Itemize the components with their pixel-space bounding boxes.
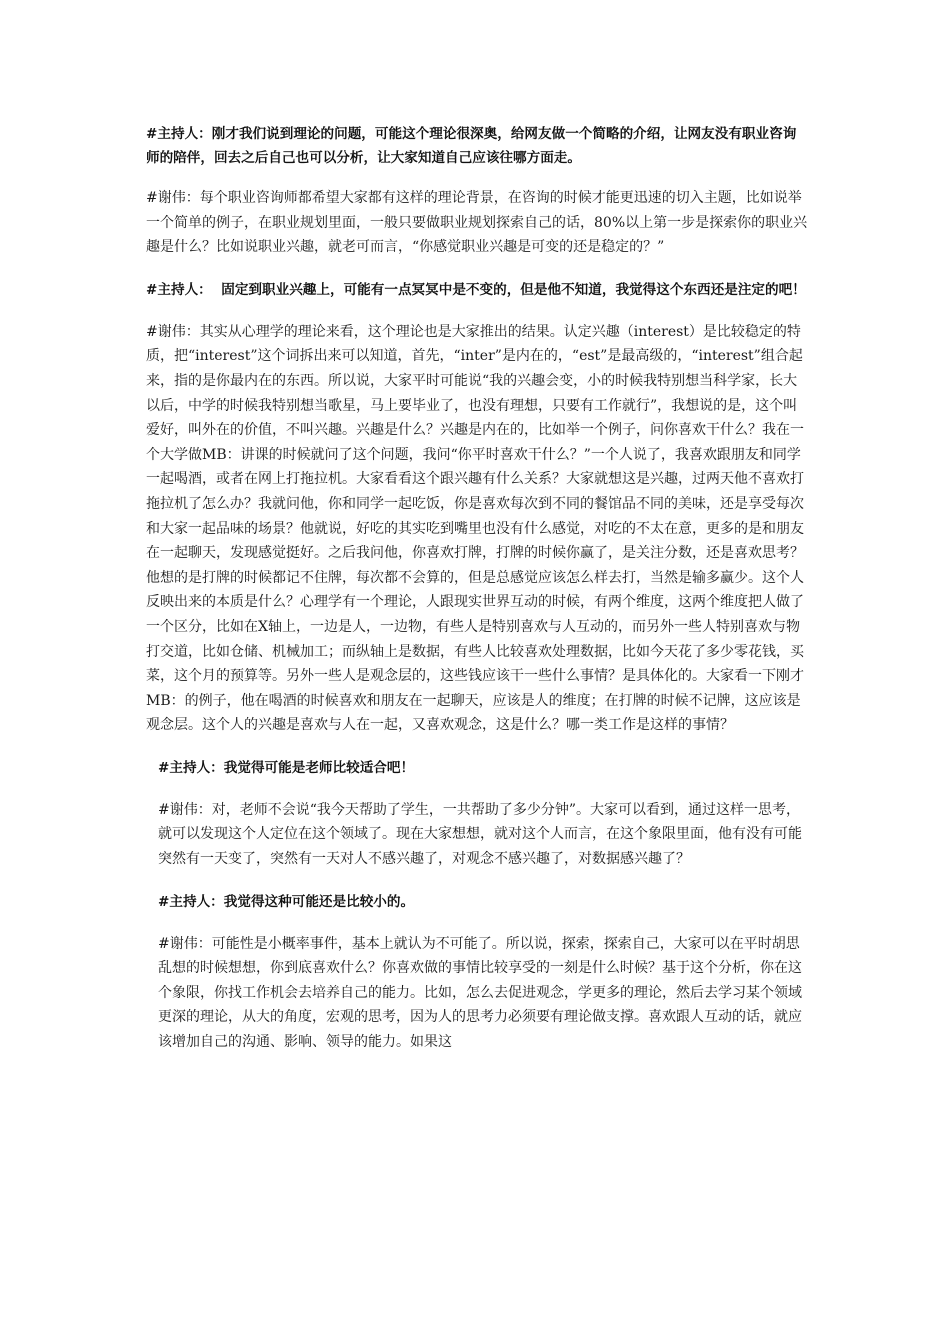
host-question-1: #主持人：刚才我们说到理论的问题，可能这个理论很深奥，给网友做一个简略的介绍，让网友没有职业咨询师的陪伴，回去之后自己也可以分析，让大家知道自己应该往哪方面走。 — [146, 126, 797, 166]
host-question-2: #主持人： 固定到职业兴趣上，可能有一点冥冥中是不变的，但是他不知道，我觉得这个东西还是注定的吧！ — [146, 281, 806, 298]
guest-answer-1: #谢伟：每个职业咨询师都希望大家都有这样的理论背景，在咨询的时候才能更迅速的切入主题，比如说举一个简单的例子，在职业规划里面，一般只要做职业规划探索自己的话，80%以上第一步是探索你的职业兴趣是什么？比如说职业兴趣，就老可而言，“你感觉职业兴趣是可变的还是稳定的？” — [146, 190, 808, 256]
guest-answer-2: #谢伟：其实从心理学的理论来看，这个理论也是大家推出的结果。认定兴趣（interest）是比较稳定的特质，把“interest”这个词拆出来可以知道，首先，“inter”是内在的，“est”是最高级的，“interest”组合起来，指的是你最内在的东西。所以说，大家平时可能说“我的兴趣会变，小的时候我特别想当科学家，长大以后，中学的时候我特别想当歌星，马上要毕业了，也没有理想，只要有工作就行”，我想说的是，这个叫爱好，叫外在的价值，不叫兴趣。兴趣是什么？兴趣是内在的，比如举一个例子，问你喜欢干什么？我在一个大学做MB：讲课的时候就问了这个问题，我问“你平时喜欢干什么？”一个人说了，我喜欢跟朋友和同学一起喝酒，或者在网上打拖拉机。大家看看这个跟兴趣有什么关系？大家就想这是兴趣，过两天他不喜欢打拖拉机了怎么办？我就问他，你和同学一起吃饭，你是喜欢每次到不同的餐馆品不同的美味，还是享受每次和大家一起品味的场景？他就说，好吃的其实吃到嘴里也没有什么感觉，对吃的不太在意，更多的是和朋友在一起聊天，发现感觉挺好。之后我问他，你喜欢打牌，打牌的时候你赢了，是关注分数，还是喜欢思考？他想的是打牌的时候都记不住牌，每次都不会算的，但是总感觉应该怎么样去打，当然是输多赢少。这个人反映出来的本质是什么？心理学有一个理论，人跟现实世界互动的时候，有两个维度，这两个维度把人做了一个区分，比如在X轴上，一边是人，一边物，有些人是特别喜欢与人互动的，而另外一些人特别喜欢与物打交道，比如仓储、机械加工；而纵轴上是数据，有些人比较喜欢处理数据，比如今天花了多少零花钱，买菜，这个月的预算等。另外一些人是观念层的，这些钱应该干一些什么事情？是具体化的。大家看一下刚才MB：的例子，他在喝酒的时候喜欢和朋友在一起聊天，应该是人的维度；在打牌的时候不记牌，这应该是观念层。这个人的兴趣是喜欢与人在一起，又喜欢观念，这是什么？哪一类工作是这样的事情？ — [146, 323, 804, 734]
host-question-3: #主持人：我觉得可能是老师比较适合吧！ — [158, 759, 415, 776]
host-question-4: #主持人：我觉得这种可能还是比较小的。 — [158, 893, 415, 910]
guest-answer-3: #谢伟：对，老师不会说“我今天帮助了学生，一共帮助了多少分钟”。大家可以看到，通过这样一思考，就可以发现这个人定位在这个领域了。现在大家想想，就对这个人而言，在这个象限里面，他有没有可能突然有一天变了，突然有一天对人不感兴趣了，对观念不感兴趣了，对数据感兴趣了？ — [158, 801, 802, 868]
guest-answer-4: #谢伟：可能性是小概率事件，基本上就认为不可能了。所以说，探索，探索自己，大家可以在平时胡思乱想的时候想想，你到底喜欢什么？你喜欢做的事情比较享受的一刻是什么时候？基于这个分析，你在这个象限，你找工作机会去培养自己的能力。比如，怎么去促进观念，学更多的理论，然后去学习某个领域更深的理论，从大的角度，宏观的思考，因为人的思考力必须要有理论做支撑。喜欢跟人互动的话，就应该增加自己的沟通、影响、领导的能力。如果这 — [158, 935, 802, 1051]
document-body — [146, 122, 808, 1055]
